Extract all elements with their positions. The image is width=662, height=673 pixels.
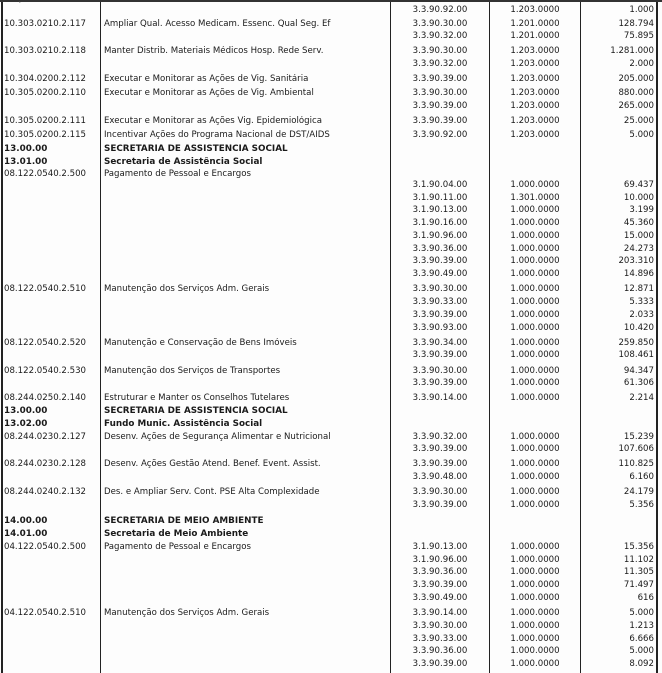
cell-code: 10.305.0200.2.110 [4, 88, 87, 98]
cell-source: 1.203.0000 [510, 130, 560, 140]
cell-element: 3.3.90.49.00 [412, 269, 468, 279]
cell-element: 3.3.90.36.00 [412, 646, 468, 656]
cell-element: 3.3.90.48.00 [412, 472, 468, 482]
cell-source: 1.201.0000 [510, 31, 560, 41]
table-row [0, 116, 662, 127]
cell-source: 1.000.0000 [510, 180, 560, 190]
cell-description: Des. e Ampliar Serv. Cont. PSE Alta Complexidade [104, 487, 320, 497]
cell-source: 1.000.0000 [510, 393, 560, 403]
table-row [0, 231, 662, 242]
scan-mark: ` [18, 1, 22, 10]
cell-source: 1.203.0000 [510, 116, 560, 126]
cell-value: 61.306 [623, 378, 654, 388]
cell-source: 1.000.0000 [510, 269, 560, 279]
cell-element: 3.1.90.96.00 [412, 555, 468, 565]
table-row [0, 101, 662, 112]
cell-element: 3.3.90.32.00 [412, 432, 468, 442]
cell-value: 205.000 [618, 74, 654, 84]
table-row [0, 180, 662, 191]
section-heading-row [0, 529, 662, 540]
cell-code: 13.02.00 [4, 419, 48, 429]
cell-element: 3.3.90.39.00 [412, 74, 468, 84]
cell-value: 10.000 [623, 193, 654, 203]
cell-description: Desenv. Ações Gestão Atend. Benef. Event. Assist. [104, 459, 321, 469]
cell-source: 1.000.0000 [510, 621, 560, 631]
cell-element: 3.3.90.39.00 [412, 116, 468, 126]
cell-value: 265.000 [618, 101, 654, 111]
cell-description: Estruturar e Manter os Conselhos Tutelares [104, 393, 290, 403]
cell-element: 3.3.90.14.00 [412, 608, 468, 618]
cell-value: 616 [637, 593, 654, 603]
cell-code: 10.305.0200.2.111 [4, 116, 87, 126]
table-row [0, 542, 662, 553]
cell-description: Secretaria de Meio Ambiente [104, 529, 249, 539]
cell-source: 1.201.0000 [510, 19, 560, 29]
table-row [0, 646, 662, 657]
cell-description: Ampliar Qual. Acesso Medicam. Essenc. Qual Seg. Ef [104, 19, 331, 29]
cell-element: 3.3.90.39.00 [412, 659, 468, 669]
cell-element: 3.3.90.36.00 [412, 567, 468, 577]
cell-element: 3.3.90.36.00 [412, 244, 468, 254]
cell-source: 1.000.0000 [510, 256, 560, 266]
cell-source: 1.203.0000 [510, 101, 560, 111]
cell-value: 203.310 [618, 256, 654, 266]
cell-description: Secretaria de Assistência Social [104, 157, 263, 167]
cell-value: 24.179 [623, 487, 654, 497]
cell-description: Executar e Monitorar as Ações de Vig. Sanitária [104, 74, 309, 84]
cell-value: 11.102 [623, 555, 654, 565]
cell-source: 1.301.0000 [510, 193, 560, 203]
cell-source: 1.000.0000 [510, 244, 560, 254]
cell-value: 11.305 [623, 567, 654, 577]
section-heading-row [0, 406, 662, 417]
table-row [0, 393, 662, 404]
cell-element: 3.3.90.39.00 [412, 500, 468, 510]
cell-description: Manutenção e Conservação de Bens Imóveis [104, 338, 297, 348]
table-row [0, 593, 662, 604]
cell-element: 3.3.90.92.00 [412, 5, 468, 15]
table-row [0, 472, 662, 483]
cell-element: 3.3.90.30.00 [412, 487, 468, 497]
table-row [0, 323, 662, 334]
cell-description: SECRETARIA DE ASSISTÊNCIA SOCIAL [104, 406, 288, 416]
cell-value: 110.825 [618, 459, 654, 469]
section-heading-row [0, 419, 662, 430]
cell-description: Executar e Monitorar as Ações Vig. Epidemiológica [104, 116, 323, 126]
section-heading-row [0, 144, 662, 155]
cell-source: 1.000.0000 [510, 580, 560, 590]
table-row [0, 459, 662, 470]
table-row [0, 19, 662, 30]
cell-source: 1.203.0000 [510, 74, 560, 84]
cell-value: 69.437 [623, 180, 654, 190]
cell-value: 2.214 [629, 393, 654, 403]
cell-code: 13.00.00 [4, 144, 48, 154]
cell-source: 1.000.0000 [510, 567, 560, 577]
table-row [0, 5, 662, 16]
cell-source: 1.203.0000 [510, 88, 560, 98]
cell-description: Pagamento de Pessoal e Encargos [104, 169, 251, 179]
cell-code: 10.303.0210.2.117 [4, 19, 87, 29]
cell-element: 3.1.90.11.00 [412, 193, 468, 203]
cell-value: 8.092 [629, 659, 654, 669]
cell-description: Executar e Monitorar as Ações de Vig. Ambiental [104, 88, 314, 98]
table-row [0, 555, 662, 566]
cell-description: Manutenção dos Serviços Adm. Gerais [104, 608, 270, 618]
cell-source: 1.000.0000 [510, 646, 560, 656]
cell-value: 107.606 [618, 444, 654, 454]
cell-value: 15.000 [623, 231, 654, 241]
cell-value: 94.347 [623, 366, 654, 376]
cell-element: 3.3.90.92.00 [412, 130, 468, 140]
cell-source: 1.000.0000 [510, 338, 560, 348]
table-row [0, 487, 662, 498]
cell-element: 3.1.90.16.00 [412, 218, 468, 228]
cell-value: 45.360 [623, 218, 654, 228]
cell-source: 1.203.0000 [510, 5, 560, 15]
cell-source: 1.000.0000 [510, 323, 560, 333]
cell-element: 3.3.90.30.00 [412, 621, 468, 631]
cell-source: 1.000.0000 [510, 378, 560, 388]
table-row [0, 193, 662, 204]
cell-source: 1.000.0000 [510, 555, 560, 565]
cell-code: 08.244.0240.2.132 [4, 487, 87, 497]
cell-code: 08.122.0540.2.500 [4, 169, 87, 179]
table-row [0, 432, 662, 443]
cell-source: 1.000.0000 [510, 284, 560, 294]
cell-code: 10.303.0210.2.118 [4, 46, 87, 56]
table-row [0, 74, 662, 85]
cell-element: 3.3.90.30.00 [412, 366, 468, 376]
cell-value: 75.895 [623, 31, 654, 41]
cell-description: SECRETARIA DE MEIO AMBIENTE [104, 516, 264, 526]
cell-element: 3.1.90.04.00 [412, 180, 468, 190]
cell-value: 1.213 [629, 621, 654, 631]
cell-element: 3.3.90.34.00 [412, 338, 468, 348]
cell-code: 08.244.0230.2.127 [4, 432, 87, 442]
cell-code: 13.00.00 [4, 406, 48, 416]
cell-code: 08.122.0540.2.510 [4, 284, 87, 294]
cell-value: 2.033 [629, 310, 654, 320]
table-row [0, 205, 662, 216]
cell-description: Manter Distrib. Materiais Médicos Hosp. Rede Serv. [104, 46, 324, 56]
cell-element: 3.3.90.93.00 [412, 323, 468, 333]
cell-element: 3.3.90.39.00 [412, 256, 468, 266]
table-row [0, 46, 662, 57]
cell-description: Manutenção dos Serviços de Transportes [104, 366, 281, 376]
cell-source: 1.203.0000 [510, 59, 560, 69]
cell-value: 5.000 [629, 130, 654, 140]
cell-value: 15.239 [623, 432, 654, 442]
table-row [0, 297, 662, 308]
cell-value: 15.356 [623, 542, 654, 552]
cell-value: 5.000 [629, 646, 654, 656]
cell-value: 14.896 [623, 269, 654, 279]
cell-code: 04.122.0540.2.510 [4, 608, 87, 618]
table-row [0, 31, 662, 42]
cell-element: 3.3.90.33.00 [412, 297, 468, 307]
cell-element: 3.3.90.30.00 [412, 19, 468, 29]
cell-source: 1.000.0000 [510, 444, 560, 454]
cell-code: 08.122.0540.2.520 [4, 338, 87, 348]
cell-element: 3.3.90.14.00 [412, 393, 468, 403]
cell-value: 6.160 [629, 472, 654, 482]
cell-description: SECRETARIA DE ASSISTÊNCIA SOCIAL [104, 144, 288, 154]
cell-element: 3.1.90.96.00 [412, 231, 468, 241]
cell-source: 1.000.0000 [510, 310, 560, 320]
cell-value: 5.333 [629, 297, 654, 307]
cell-code: 08.244.0230.2.128 [4, 459, 87, 469]
table-row [0, 621, 662, 632]
table-row [0, 567, 662, 578]
cell-description: Incentivar Ações do Programa Nacional de DST/AIDS [104, 130, 330, 140]
cell-element: 3.3.90.39.00 [412, 350, 468, 360]
cell-element: 3.1.90.13.00 [412, 205, 468, 215]
table-row [0, 634, 662, 645]
table-row [0, 59, 662, 70]
table-row [0, 444, 662, 455]
cell-value: 259.850 [618, 338, 654, 348]
cell-value: 108.461 [618, 350, 654, 360]
cell-code: 10.305.0200.2.115 [4, 130, 87, 140]
table-row [0, 88, 662, 99]
cell-description: Pagamento de Pessoal e Encargos [104, 542, 251, 552]
cell-value: 71.497 [623, 580, 654, 590]
cell-element: 3.3.90.33.00 [412, 634, 468, 644]
cell-value: 12.871 [623, 284, 654, 294]
cell-value: 1.000 [629, 5, 654, 15]
cell-source: 1.000.0000 [510, 487, 560, 497]
cell-value: 5.000 [629, 608, 654, 618]
cell-source: 1.000.0000 [510, 205, 560, 215]
cell-code: 14.00.00 [4, 516, 48, 526]
cell-element: 3.3.90.32.00 [412, 31, 468, 41]
cell-description: Desenv. Ações de Segurança Alimentar e Nutricional [104, 432, 331, 442]
cell-element: 3.3.90.30.00 [412, 46, 468, 56]
cell-value: 10.420 [623, 323, 654, 333]
cell-code: 14.01.00 [4, 529, 48, 539]
cell-value: 880.000 [618, 88, 654, 98]
section-heading-row [0, 157, 662, 168]
cell-source: 1.000.0000 [510, 608, 560, 618]
cell-code: 10.304.0200.2.112 [4, 74, 87, 84]
cell-element: 3.3.90.30.00 [412, 284, 468, 294]
cell-source: 1.000.0000 [510, 366, 560, 376]
cell-element: 3.1.90.13.00 [412, 542, 468, 552]
cell-code: 08.122.0540.2.530 [4, 366, 87, 376]
table-row [0, 169, 662, 180]
table-row [0, 338, 662, 349]
cell-source: 1.000.0000 [510, 472, 560, 482]
cell-value: 24.273 [623, 244, 654, 254]
cell-source: 1.000.0000 [510, 231, 560, 241]
cell-value: 2.000 [629, 59, 654, 69]
cell-source: 1.203.0000 [510, 46, 560, 56]
cell-element: 3.3.90.39.00 [412, 459, 468, 469]
cell-element: 3.3.90.39.00 [412, 378, 468, 388]
table-row [0, 130, 662, 141]
cell-source: 1.000.0000 [510, 500, 560, 510]
table-row [0, 350, 662, 361]
cell-element: 3.3.90.39.00 [412, 444, 468, 454]
table-row [0, 378, 662, 389]
cell-source: 1.000.0000 [510, 432, 560, 442]
cell-code: 08.244.0250.2.140 [4, 393, 87, 403]
cell-code: 04.122.0540.2.500 [4, 542, 87, 552]
table-row [0, 269, 662, 280]
cell-source: 1.000.0000 [510, 297, 560, 307]
table-row [0, 256, 662, 267]
cell-value: 1.281.000 [610, 46, 654, 56]
table-row [0, 310, 662, 321]
cell-source: 1.000.0000 [510, 659, 560, 669]
section-heading-row [0, 516, 662, 527]
table-row [0, 218, 662, 229]
table-row [0, 244, 662, 255]
table-row [0, 500, 662, 511]
table-row [0, 366, 662, 377]
table-row [0, 608, 662, 619]
cell-source: 1.000.0000 [510, 459, 560, 469]
cell-value: 3.199 [629, 205, 654, 215]
cell-source: 1.000.0000 [510, 218, 560, 228]
cell-description: Fundo Munic. Assistência Social [104, 419, 263, 429]
cell-value: 128.794 [618, 19, 654, 29]
cell-source: 1.000.0000 [510, 350, 560, 360]
cell-element: 3.3.90.30.00 [412, 88, 468, 98]
cell-element: 3.3.90.39.00 [412, 101, 468, 111]
cell-source: 1.000.0000 [510, 542, 560, 552]
cell-value: 5.356 [629, 500, 654, 510]
cell-element: 3.3.90.49.00 [412, 593, 468, 603]
table-row [0, 659, 662, 670]
cell-source: 1.000.0000 [510, 634, 560, 644]
table-row [0, 580, 662, 591]
cell-element: 3.3.90.39.00 [412, 310, 468, 320]
cell-code: 13.01.00 [4, 157, 48, 167]
cell-element: 3.3.90.32.00 [412, 59, 468, 69]
cell-value: 25.000 [623, 116, 654, 126]
cell-element: 3.3.90.39.00 [412, 580, 468, 590]
cell-source: 1.000.0000 [510, 593, 560, 603]
cell-value: 6.666 [629, 634, 654, 644]
cell-description: Manutenção dos Serviços Adm. Gerais [104, 284, 270, 294]
table-row [0, 284, 662, 295]
